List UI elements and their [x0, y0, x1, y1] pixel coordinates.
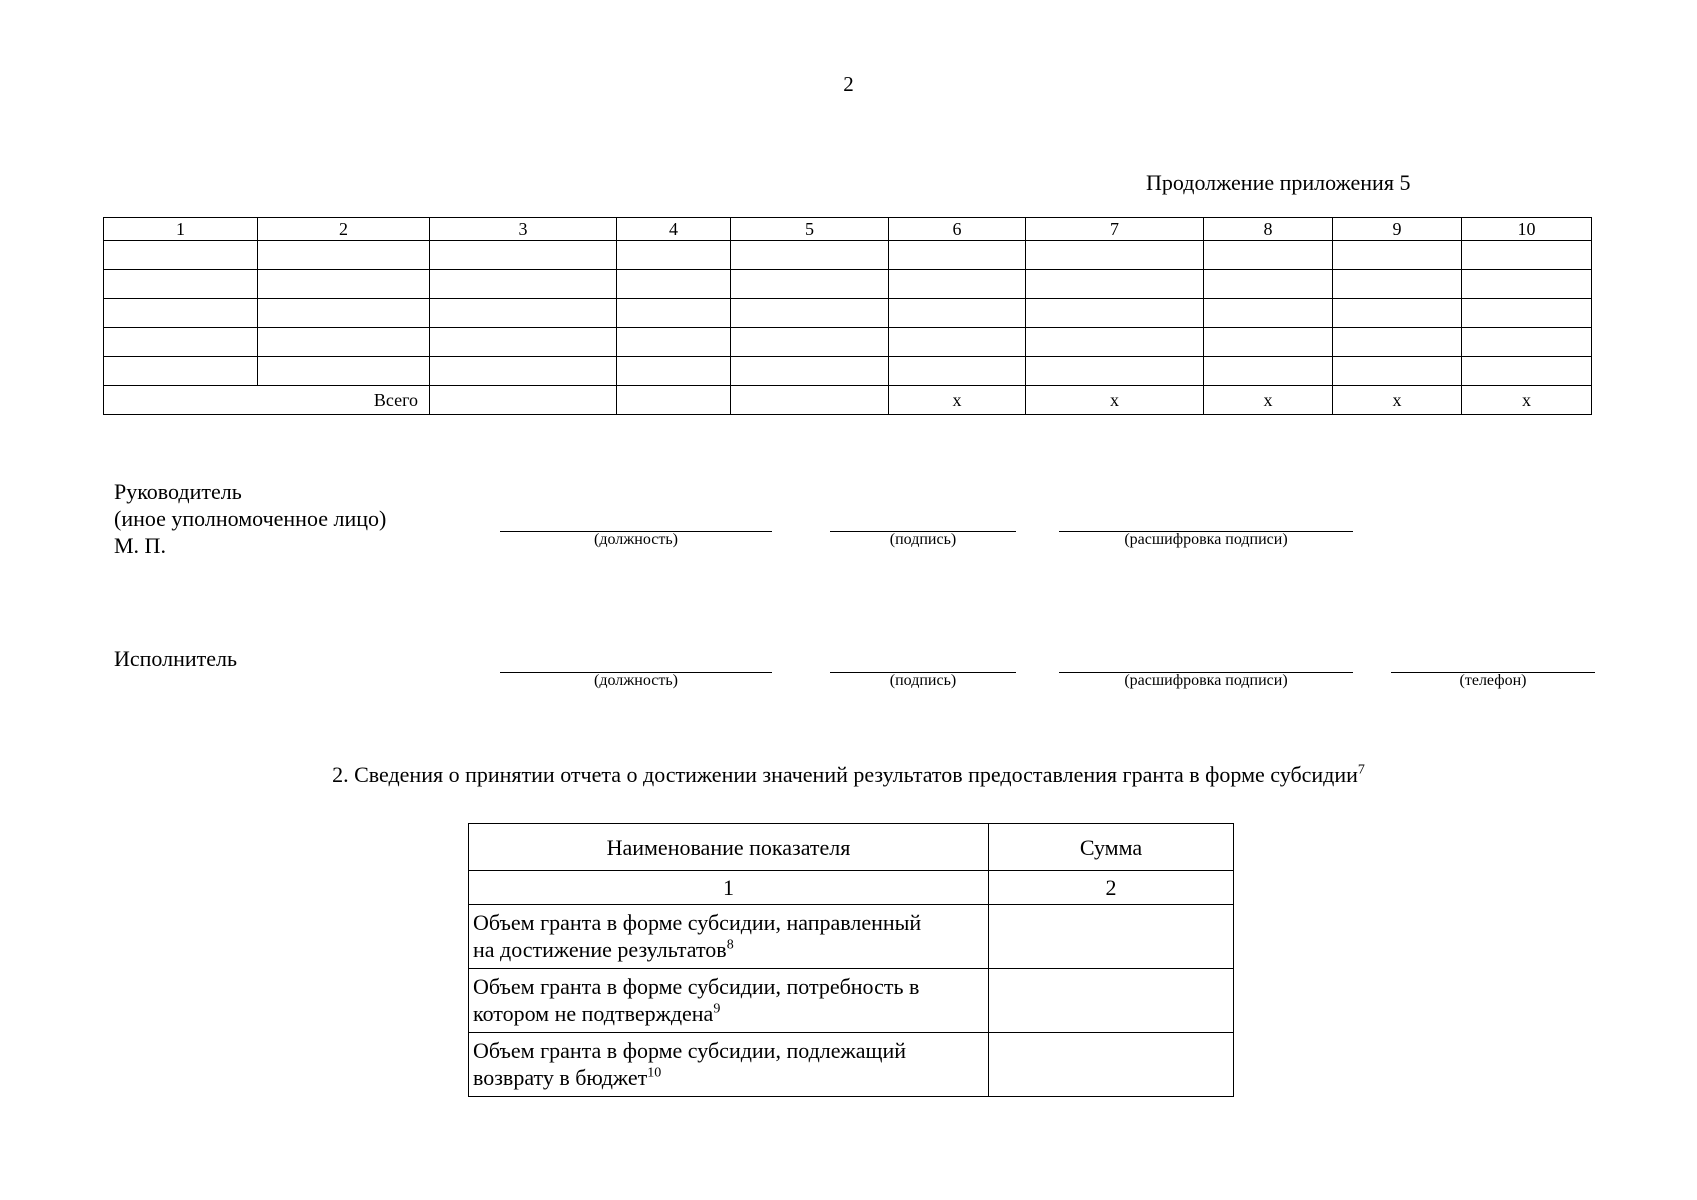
table-row — [104, 299, 1592, 328]
table-cell[interactable] — [1462, 270, 1592, 299]
total-mark: x — [1333, 386, 1462, 415]
column-number: 10 — [1462, 218, 1592, 241]
footnote-ref: 9 — [713, 1001, 721, 1017]
head-position-caption: (должность) — [594, 531, 678, 548]
table-cell[interactable] — [889, 357, 1026, 386]
head-alt-title: (иное уполномоченное лицо) — [114, 506, 387, 531]
executor-label: Исполнитель — [114, 646, 238, 671]
column-number: 9 — [1333, 218, 1462, 241]
total-cell[interactable] — [617, 386, 731, 415]
indicator-line: Объем гранта в форме субсидии, потребность в — [473, 974, 920, 999]
column-number: 2 — [258, 218, 430, 241]
table-cell[interactable] — [258, 270, 430, 299]
table-cell[interactable] — [430, 299, 617, 328]
table-cell[interactable] — [1026, 357, 1204, 386]
column-number: 4 — [617, 218, 731, 241]
table-cell[interactable] — [104, 357, 258, 386]
table-row — [104, 241, 1592, 270]
table-cell[interactable] — [1462, 328, 1592, 357]
column-number: 8 — [1204, 218, 1333, 241]
table-cell[interactable] — [1333, 241, 1462, 270]
column-number: 1 — [104, 218, 258, 241]
indicator-name — [469, 969, 989, 1033]
table-cell[interactable] — [104, 270, 258, 299]
head-signature-label — [114, 478, 386, 559]
head-signature-caption: (подпись) — [889, 531, 957, 548]
table-cell[interactable] — [1333, 357, 1462, 386]
table-cell[interactable] — [1333, 270, 1462, 299]
table-row — [469, 969, 1234, 1033]
indicator-line: возврату в бюджет — [473, 1065, 648, 1090]
table-cell[interactable] — [617, 357, 731, 386]
total-mark: x — [1204, 386, 1333, 415]
indicator-line: на достижение результатов — [473, 937, 727, 962]
sum-column-header: Сумма — [989, 824, 1234, 871]
table-cell[interactable] — [617, 299, 731, 328]
total-mark: x — [889, 386, 1026, 415]
table-cell[interactable] — [1462, 299, 1592, 328]
table-cell[interactable] — [1204, 357, 1333, 386]
column-number: 6 — [889, 218, 1026, 241]
total-row — [104, 386, 1592, 415]
main-table — [103, 217, 1592, 415]
total-cell[interactable] — [731, 386, 889, 415]
footnote-ref: 7 — [1357, 762, 1365, 778]
executor-decoding-caption: (расшифровка подписи) — [1124, 672, 1288, 689]
footnote-ref: 8 — [726, 937, 734, 953]
table-row — [104, 270, 1592, 299]
results-number-row — [469, 871, 1234, 905]
table-cell[interactable] — [731, 241, 889, 270]
total-label: Всего — [104, 386, 430, 415]
sum-value-cell[interactable] — [989, 905, 1234, 969]
table-cell[interactable] — [104, 241, 258, 270]
table-cell[interactable] — [258, 357, 430, 386]
footnote-ref: 10 — [647, 1065, 662, 1081]
total-cell[interactable] — [430, 386, 617, 415]
table-cell[interactable] — [1204, 241, 1333, 270]
table-cell[interactable] — [1026, 241, 1204, 270]
table-cell[interactable] — [731, 270, 889, 299]
indicator-name — [469, 1033, 989, 1097]
table-cell[interactable] — [1204, 270, 1333, 299]
table-cell[interactable] — [731, 357, 889, 386]
indicator-line: Объем гранта в форме субсидии, подлежащий — [473, 1038, 906, 1063]
section-2-title-text: 2. Сведения о принятии отчета о достижении значений результатов предоставления гранта в форме субсидии — [332, 762, 1358, 787]
table-cell[interactable] — [258, 241, 430, 270]
table-cell[interactable] — [889, 270, 1026, 299]
table-cell[interactable] — [1026, 328, 1204, 357]
table-cell[interactable] — [731, 299, 889, 328]
indicator-name — [469, 905, 989, 969]
table-cell[interactable] — [1204, 299, 1333, 328]
sum-value-cell[interactable] — [989, 1033, 1234, 1097]
table-row — [469, 905, 1234, 969]
table-cell[interactable] — [617, 270, 731, 299]
column-number: 3 — [430, 218, 617, 241]
table-row — [104, 328, 1592, 357]
table-cell[interactable] — [1333, 299, 1462, 328]
indicator-column-header: Наименование показателя — [469, 824, 989, 871]
table-cell[interactable] — [258, 299, 430, 328]
table-cell[interactable] — [430, 270, 617, 299]
table-cell[interactable] — [1462, 357, 1592, 386]
table-cell[interactable] — [104, 299, 258, 328]
total-mark: x — [1462, 386, 1592, 415]
table-cell[interactable] — [1026, 299, 1204, 328]
column-number: 7 — [1026, 218, 1204, 241]
head-title: Руководитель — [114, 479, 242, 504]
table-cell[interactable] — [731, 328, 889, 357]
table-cell[interactable] — [889, 299, 1026, 328]
executor-position-caption: (должность) — [594, 672, 678, 689]
table-cell[interactable] — [617, 328, 731, 357]
results-table — [468, 823, 1234, 1097]
executor-phone-caption: (телефон) — [1459, 672, 1527, 689]
column-number: 2 — [989, 871, 1234, 905]
indicator-line: Объем гранта в форме субсидии, направленный — [473, 910, 922, 935]
total-mark: x — [1026, 386, 1204, 415]
table-cell[interactable] — [258, 328, 430, 357]
table-cell[interactable] — [617, 241, 731, 270]
table-cell[interactable] — [1204, 328, 1333, 357]
indicator-line: котором не подтверждена — [473, 1001, 714, 1026]
column-number: 5 — [731, 218, 889, 241]
table-cell[interactable] — [430, 241, 617, 270]
column-number: 1 — [469, 871, 989, 905]
table-cell[interactable] — [104, 328, 258, 357]
table-cell[interactable] — [430, 328, 617, 357]
table-row — [469, 1033, 1234, 1097]
table-cell[interactable] — [1462, 241, 1592, 270]
sum-value-cell[interactable] — [989, 969, 1234, 1033]
executor-signature-caption: (подпись) — [889, 672, 957, 689]
section-2-title — [0, 762, 1697, 788]
appendix-title: Продолжение приложения 5 — [1146, 170, 1411, 195]
main-table-header-row — [104, 218, 1592, 241]
table-cell[interactable] — [1026, 270, 1204, 299]
table-cell[interactable] — [1333, 328, 1462, 357]
stamp-place: М. П. — [114, 533, 166, 558]
table-cell[interactable] — [889, 241, 1026, 270]
page-number: 2 — [843, 72, 854, 96]
results-header-row — [469, 824, 1234, 871]
table-cell[interactable] — [889, 328, 1026, 357]
table-cell[interactable] — [430, 357, 617, 386]
table-row — [104, 357, 1592, 386]
head-decoding-caption: (расшифровка подписи) — [1124, 531, 1288, 548]
